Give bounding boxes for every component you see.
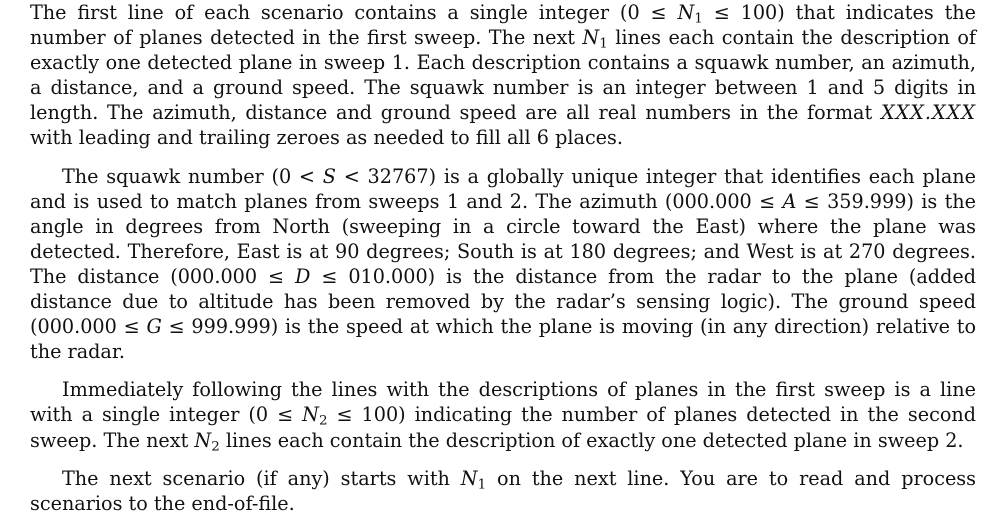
- paragraph-field-definitions: [30, 164, 976, 365]
- math-expression: < 32767: [335, 164, 429, 188]
- math-expression: ≤ 359.999: [796, 189, 907, 213]
- paragraph-input-format: [30, 0, 976, 151]
- text-run: Immediately following the lines with the descriptions of planes in the first sweep is a line with a single integer (: [30, 378, 976, 427]
- text-run: ) is the angle in degrees from North (sweeping in a circle toward the East) where the plane was detected. Therefore, East is at 90 degrees; South is at 180 degrees; and West is at 270 degrees. The distance (: [30, 189, 976, 288]
- math-variable: [881, 101, 976, 124]
- text-run: ) is a globally unique integer that identifies each plane and is used to match planes from sweeps 1 and 2. The azimuth (: [30, 164, 976, 213]
- text-run: lines each contain the description of exactly one detected plane in sweep 2.: [219, 428, 964, 452]
- variable-symbol: S: [322, 164, 336, 188]
- math-variable: [782, 190, 796, 213]
- math-expression: ≤ 999.999: [161, 315, 271, 339]
- math-expression: 0 ≤: [627, 1, 678, 24]
- variable-symbol: N: [194, 428, 212, 452]
- math-variable: [302, 403, 328, 429]
- math-expression: 000.000 ≤: [672, 189, 783, 213]
- text-run: lines each contain the description of exactly one detected plane in sweep 1. Each description contains a squawk number, an azimuth, a distance, and a ground speed. The squawk number is an integer between 1 and 5 digits in length. The azimuth, distance and ground speed are all real numbers in the format: [30, 26, 976, 125]
- variable-symbol: D: [295, 264, 311, 288]
- variable-subscript: 1: [599, 36, 608, 52]
- variable-symbol: XXX.XXX: [880, 101, 976, 125]
- math-variable: [582, 26, 608, 52]
- variable-symbol: A: [782, 189, 797, 213]
- problem-statement: [30, 0, 976, 516]
- math-expression: 0 ≤: [255, 403, 303, 427]
- text-run: ) is the distance from the radar to the plane (added distance due to altitude has been removed by the radar’s sensing logic). The ground speed (: [30, 264, 977, 339]
- math-variable: [323, 165, 336, 188]
- text-run: ) indicating the number of planes detected in the second sweep. The next: [30, 403, 977, 452]
- variable-symbol: N: [302, 403, 319, 427]
- text-run: The first line of each scenario contains a single integer (: [30, 1, 628, 24]
- variable-symbol: N: [460, 466, 478, 490]
- math-variable: [461, 467, 486, 490]
- variable-subscript: 2: [211, 438, 220, 454]
- math-expression: ≤ 100: [327, 403, 399, 427]
- variable-symbol: G: [146, 315, 162, 339]
- math-expression: 000.000 ≤: [37, 315, 147, 339]
- paragraph-next-scenario: [30, 466, 976, 516]
- paragraph-second-sweep: [30, 377, 976, 452]
- variable-subscript: 2: [318, 413, 328, 429]
- variable-symbol: N: [582, 26, 600, 50]
- text-run: on the next line. You are to read and process scenarios to the end-of-file.: [30, 466, 976, 515]
- math-variable: [677, 1, 703, 27]
- math-variable: [194, 429, 219, 452]
- variable-subscript: 1: [477, 476, 487, 492]
- variable-subscript: 1: [694, 11, 703, 27]
- math-expression: ≤ 100: [702, 1, 778, 24]
- text-run: ) is the speed at which the plane is moving (in any direction) relative to the radar.: [30, 315, 977, 364]
- text-run: The squawk number (: [62, 164, 279, 188]
- math-expression: ≤ 010.000: [310, 264, 428, 288]
- text-run: The next scenario (if any) starts with: [62, 466, 461, 490]
- math-expression: 0 <: [278, 164, 323, 188]
- text-run: ) that indicates the number of planes detected in the first sweep. The next: [30, 1, 977, 50]
- variable-symbol: N: [677, 1, 695, 24]
- math-variable: [295, 265, 310, 288]
- math-variable: [146, 315, 161, 338]
- text-run: with leading and trailing zeroes as needed to fill all 6 places.: [30, 126, 623, 150]
- math-expression: 000.000 ≤: [177, 264, 295, 288]
